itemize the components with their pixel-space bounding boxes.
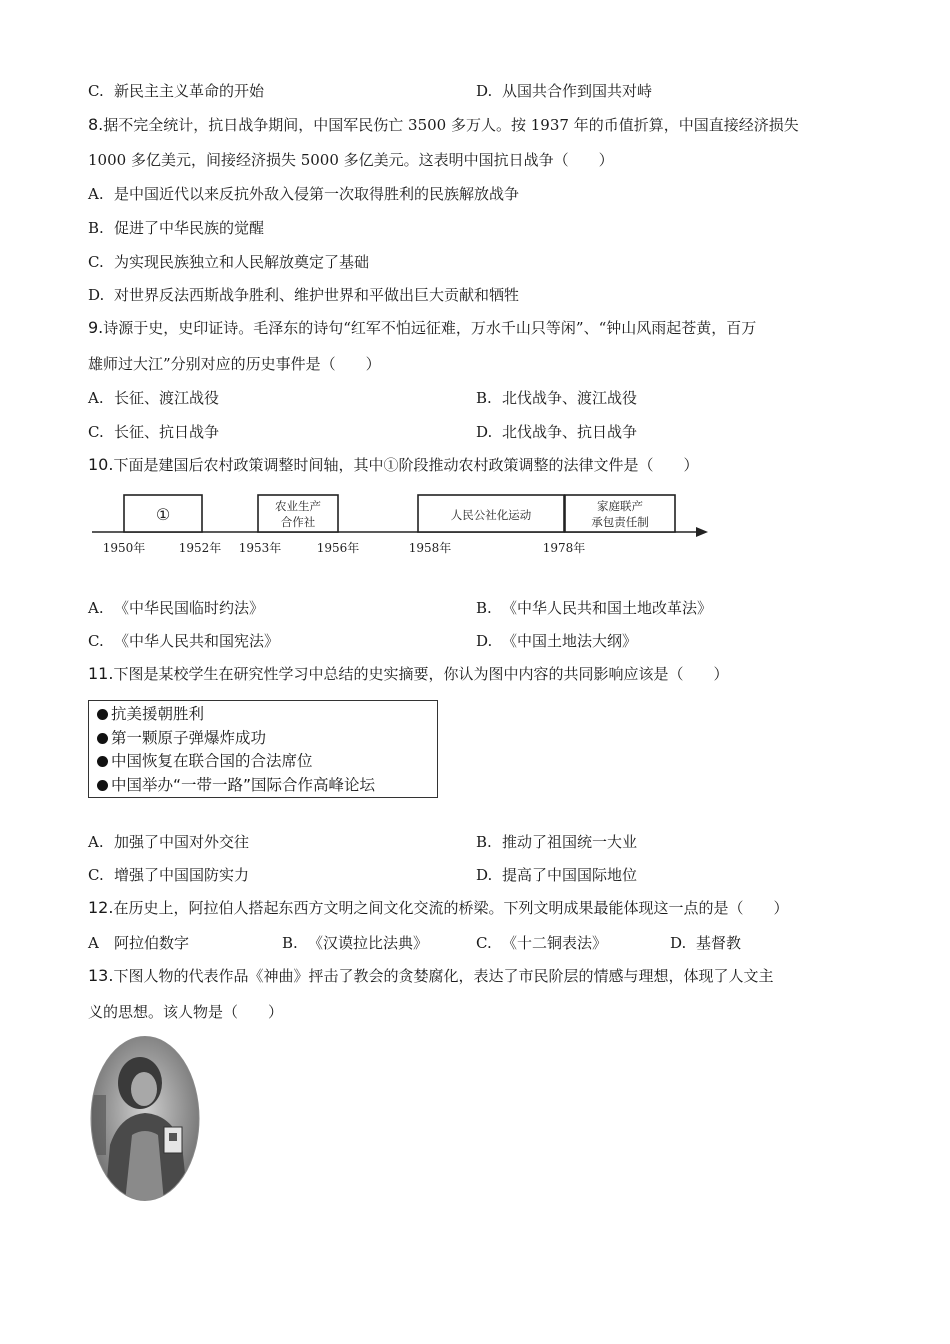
timeline-household-line1: 家庭联产 — [597, 499, 643, 513]
fact-item: 抗美援朝胜利 — [97, 703, 429, 727]
q12-option-b: B. 《汉谟拉比法典》 — [282, 934, 429, 952]
timeline-year: 1958年 — [408, 541, 452, 555]
q8-stem-line2: 1000 多亿美元，间接经济损失 5000 多亿美元。这表明中国抗日战争（ ） — [88, 151, 614, 169]
q8-option-b: B. 促进了中华民族的觉醒 — [88, 219, 265, 237]
portrait-image — [90, 1035, 200, 1202]
q12-option-c: C. 《十二铜表法》 — [476, 934, 608, 952]
q11-option-d: D. 提高了中国国际地位 — [476, 866, 638, 884]
q8-stem-line1: 8.据不完全统计，抗日战争期间，中国军民伤亡 3500 多万人。按 1937 年的币值折算，中国直接经济损失 — [88, 115, 799, 134]
q11-stem: 11.下图是某校学生在研究性学习中总结的史实摘要，你认为图中内容的共同影响应该是（ ） — [88, 664, 729, 683]
timeline-cooperative-line1: 农业生产 — [275, 499, 321, 513]
q7-option-d: D. 从国共合作到国共对峙 — [476, 82, 653, 100]
q9-stem-line1: 9.诗源于史，史印证诗。毛泽东的诗句“红军不怕远征难，万水千山只等闲”、“钟山风雨起苍黄，百万 — [88, 318, 757, 337]
q12-option-a: A 阿拉伯数字 — [88, 934, 190, 952]
timeline-arrow — [696, 527, 708, 537]
q9-option-b: B. 北伐战争、渡江战役 — [476, 389, 638, 407]
timeline-household-line2: 承包责任制 — [591, 515, 649, 529]
fact-summary-box — [88, 700, 438, 798]
q9-option-c: C. 长征、抗日战争 — [88, 423, 220, 441]
fact-item: 中国恢复在联合国的合法席位 — [97, 750, 429, 774]
q13-stem-line1: 13.下图人物的代表作品《神曲》抨击了教会的贪婪腐化，表达了市民阶层的情感与理想，体现了人文主 — [88, 966, 774, 985]
q11-option-c: C. 增强了中国国防实力 — [88, 866, 250, 884]
bullet-dot-icon — [97, 780, 108, 791]
q11-option-b: B. 推动了祖国统一大业 — [476, 833, 638, 851]
q13-stem-line2: 义的思想。该人物是（ ） — [88, 1003, 284, 1021]
q10-option-b: B. 《中华人民共和国土地改革法》 — [476, 599, 713, 617]
dante-portrait — [90, 1035, 200, 1202]
timeline-year: 1952年 — [178, 541, 222, 555]
q10-option-c: C. 《中华人民共和国宪法》 — [88, 632, 280, 650]
q12-option-d: D. 基督教 — [670, 934, 742, 952]
fact-item: 第一颗原子弹爆炸成功 — [97, 727, 429, 751]
bullet-dot-icon — [97, 733, 108, 744]
q8-option-c: C. 为实现民族独立和人民解放奠定了基础 — [88, 253, 370, 271]
q10-option-d: D. 《中国土地法大纲》 — [476, 632, 638, 650]
q10-stem: 10.下面是建国后农村政策调整时间轴，其中①阶段推动农村政策调整的法律文件是（ ） — [88, 455, 699, 474]
timeline-year: 1956年 — [316, 541, 360, 555]
q12-stem: 12.在历史上，阿拉伯人搭起东西方文明之间文化交流的桥梁。下列文明成果最能体现这一点的是（ ） — [88, 898, 789, 917]
timeline-stage1-label: ① — [155, 505, 171, 524]
q8-option-d: D. 对世界反法西斯战争胜利、维护世界和平做出巨大贡献和牺牲 — [88, 286, 520, 304]
bullet-dot-icon — [97, 756, 108, 767]
q7-option-c: C. 新民主主义革命的开始 — [88, 82, 265, 100]
timeline-graphic — [88, 486, 708, 566]
q8-option-a: A. 是中国近代以来反抗外敌入侵第一次取得胜利的民族解放战争 — [88, 185, 520, 203]
q9-stem-line2: 雄师过大江”分别对应的历史事件是（ ） — [88, 355, 381, 373]
timeline-cooperative-line2: 合作社 — [280, 515, 316, 529]
policy-timeline — [88, 486, 708, 566]
q11-option-a: A. 加强了中国对外交往 — [88, 833, 250, 851]
timeline-year: 1978年 — [542, 541, 586, 555]
timeline-year: 1950年 — [102, 541, 146, 555]
q9-option-d: D. 北伐战争、抗日战争 — [476, 423, 638, 441]
timeline-commune-label: 人民公社化运动 — [450, 508, 532, 522]
timeline-year: 1953年 — [238, 541, 282, 555]
q9-option-a: A. 长征、渡江战役 — [88, 389, 220, 407]
bullet-dot-icon — [97, 709, 108, 720]
q10-option-a: A. 《中华民国临时约法》 — [88, 599, 265, 617]
fact-item: 中国举办“一带一路”国际合作高峰论坛 — [97, 774, 429, 798]
